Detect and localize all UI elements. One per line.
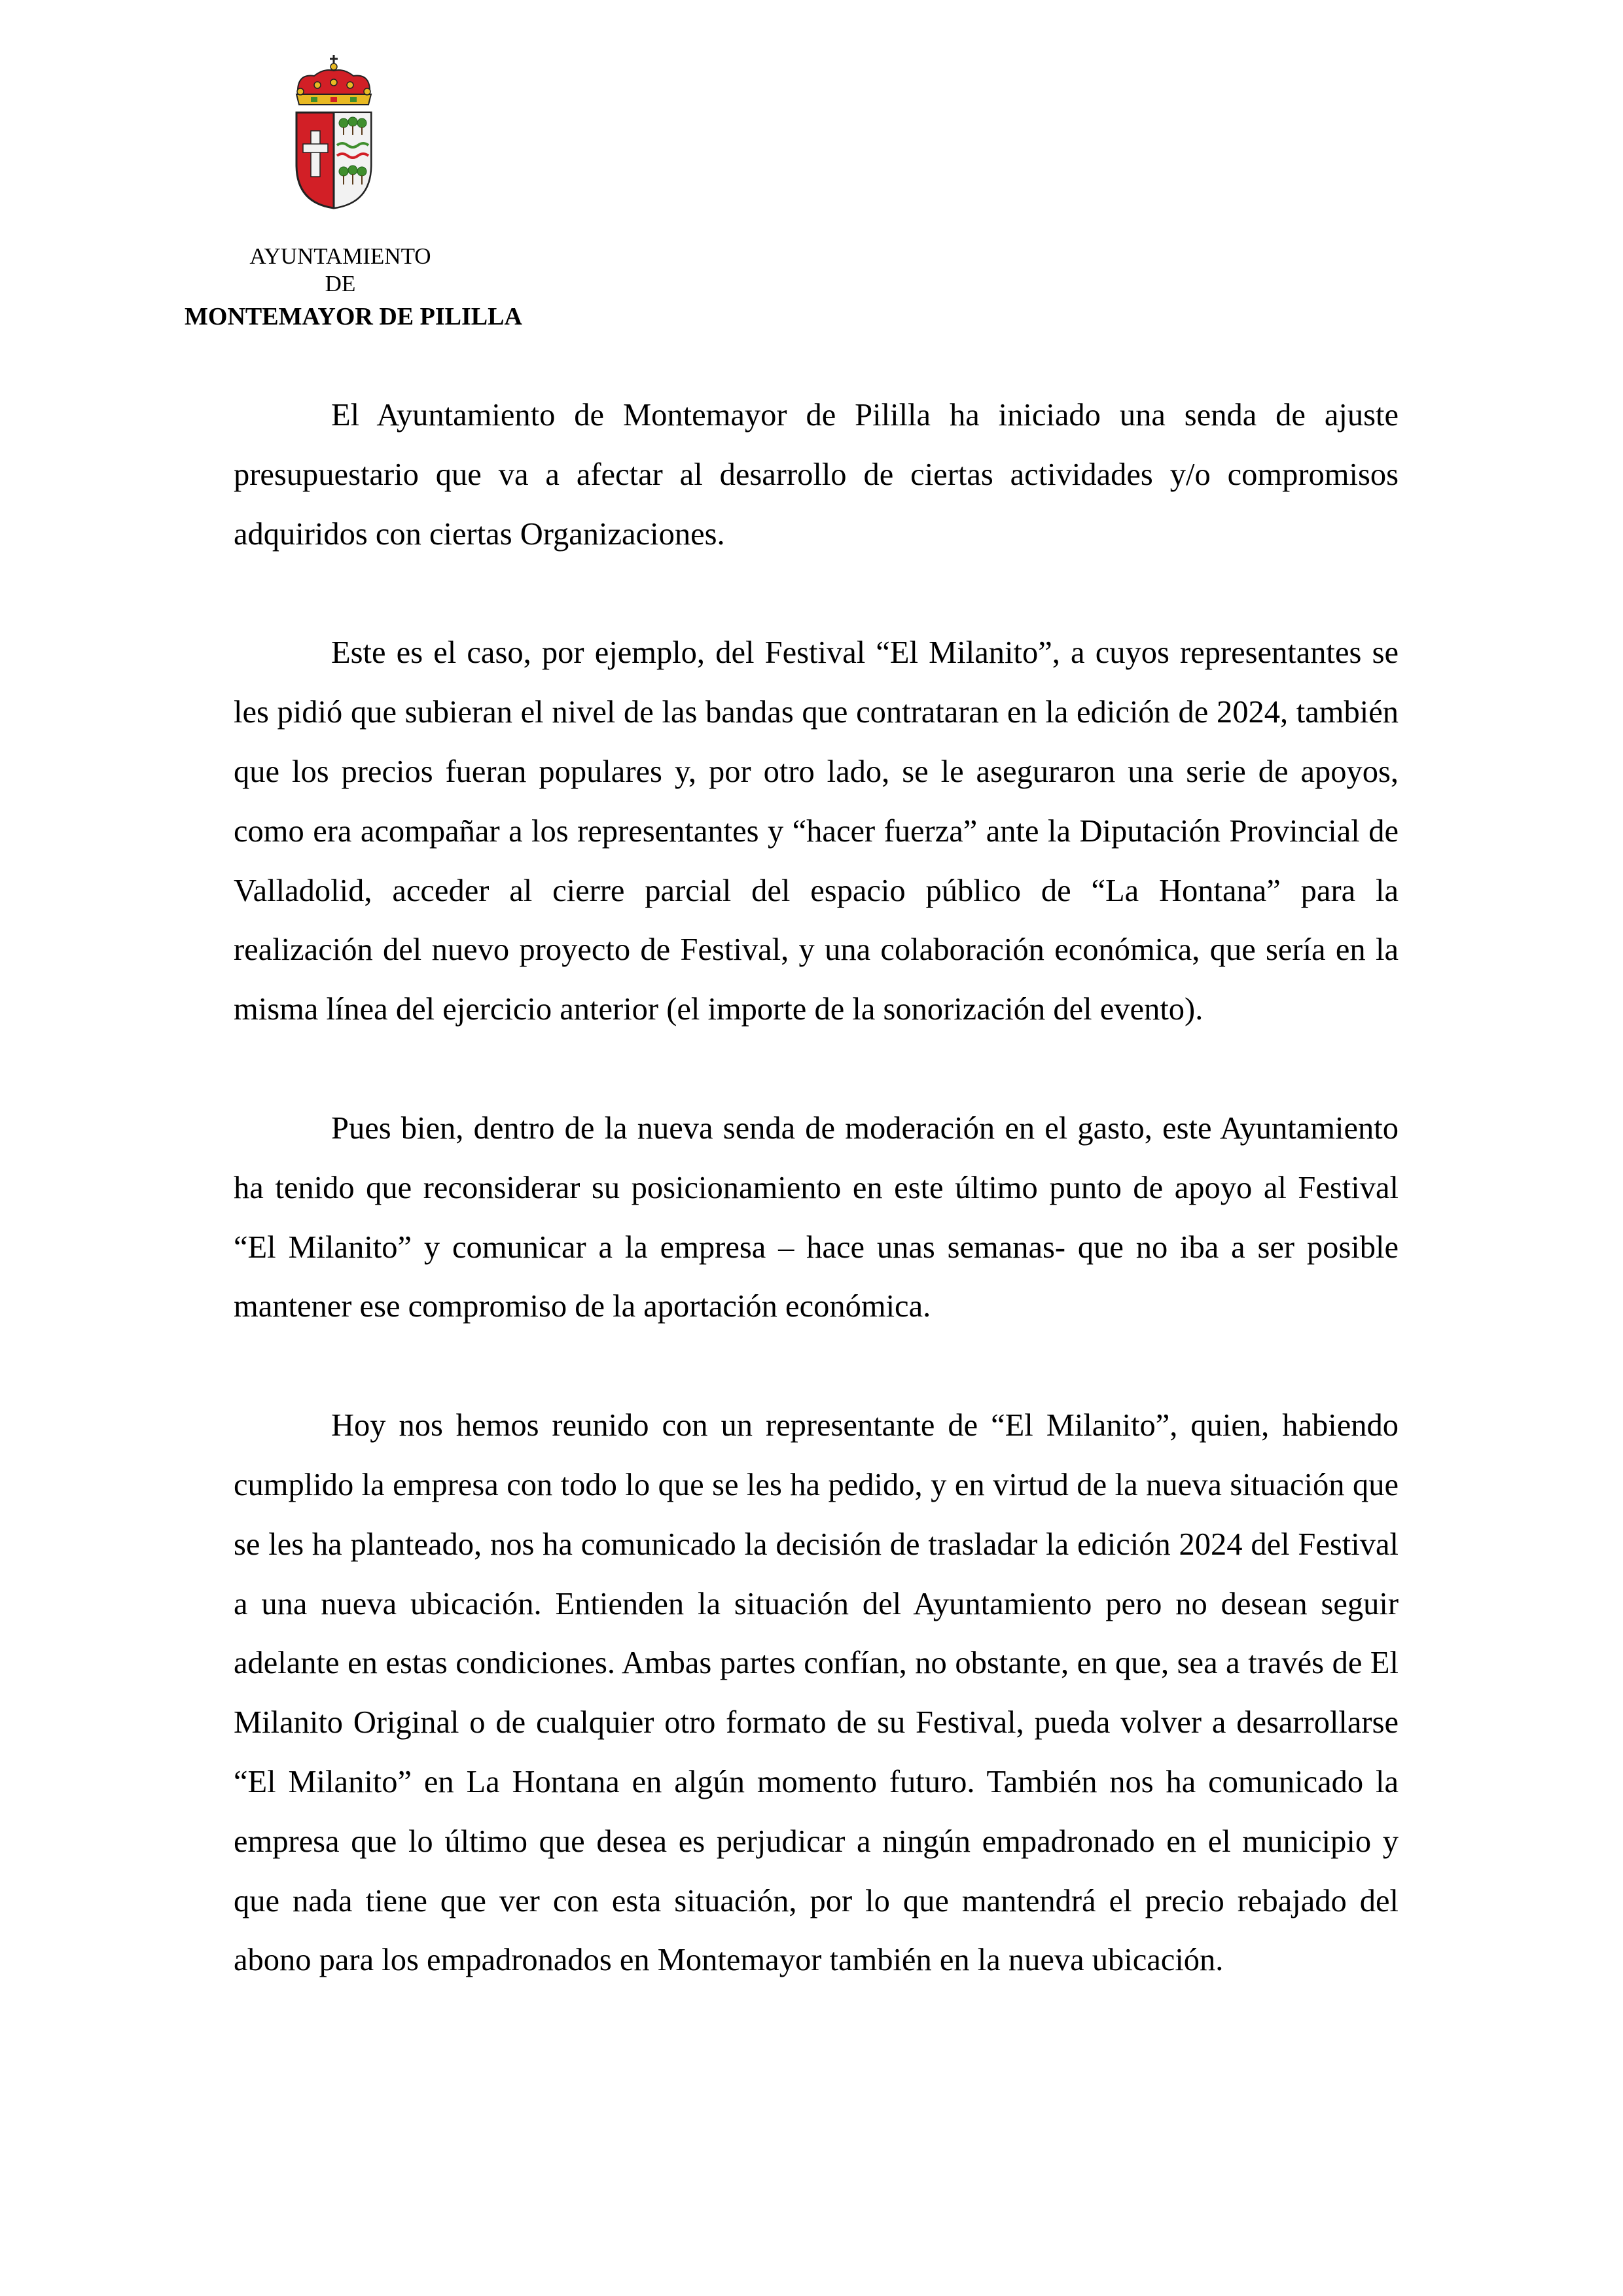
- shield-icon: [296, 113, 371, 208]
- org-name-line1: AYUNTAMIENTO: [249, 243, 431, 269]
- org-name-line2: DE: [325, 271, 356, 296]
- crown-icon: [296, 55, 371, 105]
- coat-of-arms-icon: [285, 54, 383, 211]
- paragraph-3: Pues bien, dentro de la nueva senda de moderación en el gasto, este Ayuntamiento ha tenido que reconsiderar su posicionamiento en este último punto de apoyo al Festival “El Milanito” y comunicar a la empresa – hace unas semanas- que no iba a ser posible mantener ese compromiso de la aportación económica.: [234, 1110, 1399, 1324]
- paragraph-2: Este es el caso, por ejemplo, del Festival “El Milanito”, a cuyos representantes se les pidió que subieran el nivel de las bandas que contrataran en la edición de 2024, también que los precios fueran populares y, por otro lado, se le aseguraron una serie de apoyos, como era acompañar a los representantes y “hacer fuerza” ante la Diputación Provincial de Valladolid, acceder al cierre parcial del espacio público de “La Hontana” para la realización del nuevo proyecto de Festival, y una colaboración económica, que sería en la misma línea del ejercicio anterior (el importe de la sonorización del evento).: [234, 635, 1399, 1027]
- org-name-line3: MONTEMAYOR DE PILILLA: [185, 303, 522, 330]
- paragraph-1: El Ayuntamiento de Montemayor de Pililla ha iniciado una senda de ajuste presupuestario que va a afectar al desarrollo de ciertas actividades y/o compromisos adquiridos con ciertas Organizaciones.: [234, 398, 1399, 552]
- paragraph-4: Hoy nos hemos reunido con un representante de “El Milanito”, quien, habiendo cumplido la empresa con todo lo que se les ha pedido, y en virtud de la nueva situación que se les ha planteado, nos ha comunicado la decisión de trasladar la edición 2024 del Festival a una nueva ubicación. Entienden la situación del Ayuntamiento pero no desean seguir adelante en estas condiciones. Ambas partes confían, no obstante, en que, sea a través de El Milanito Original o de cualquier otro formato de su Festival, pueda volver a desarrollarse “El Milanito” en La Hontana en algún momento futuro. También nos ha comunicado la empresa que lo último que desea es perjudicar a ningún empadronado en el municipio y que nada tiene que ver con esta situación, por lo que mantendrá el precio rebajado del abono para los empadronados en Montemayor también en la nueva ubicación.: [234, 1408, 1399, 1978]
- document-body: [234, 386, 1399, 2050]
